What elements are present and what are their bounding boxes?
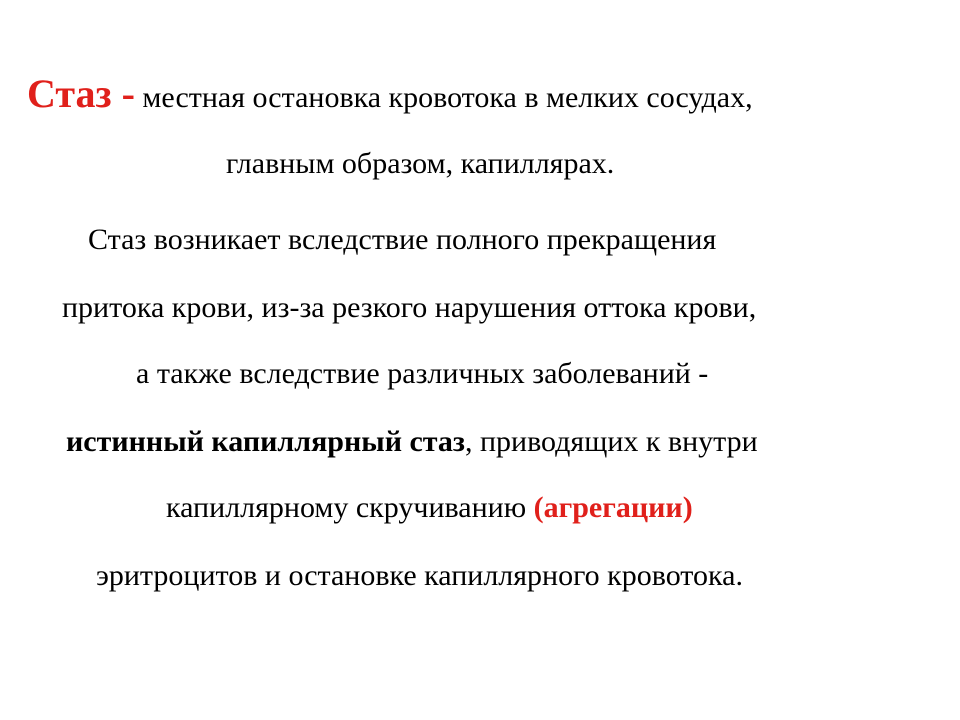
paragraph-text-2: притока крови, из-за резкого нарушения оттока крови, [62, 291, 757, 324]
paragraph-line-1 [88, 222, 960, 258]
paragraph-line-5 [166, 490, 960, 526]
paragraph-text-6: эритроцитов и остановке капиллярного кровотока. [96, 559, 743, 592]
paragraph-line-3 [136, 356, 960, 392]
definition-text-2: главным образом, капиллярах. [226, 147, 615, 180]
paragraph-text-3: а также вследствие различных заболеваний - [136, 357, 709, 390]
highlight-aggregation: (агрегации) [533, 491, 693, 524]
paragraph-line-2 [62, 290, 960, 326]
definition-line-2 [226, 146, 960, 182]
definition-line-1 [27, 71, 960, 116]
term-title: Стаз - [27, 71, 135, 116]
paragraph-text-1: Стаз возникает вследствие полного прекращения [88, 223, 717, 256]
paragraph-text-5: капиллярному скручиванию [166, 491, 534, 524]
paragraph-line-6 [96, 558, 960, 594]
definition-text-1: местная остановка кровотока в мелких сосудах, [134, 81, 753, 114]
emphasis-true-capillary-stasis: истинный капиллярный стаз [66, 425, 465, 458]
paragraph-text-4: , приводящих к внутри [464, 425, 758, 458]
paragraph-line-4 [66, 424, 960, 460]
